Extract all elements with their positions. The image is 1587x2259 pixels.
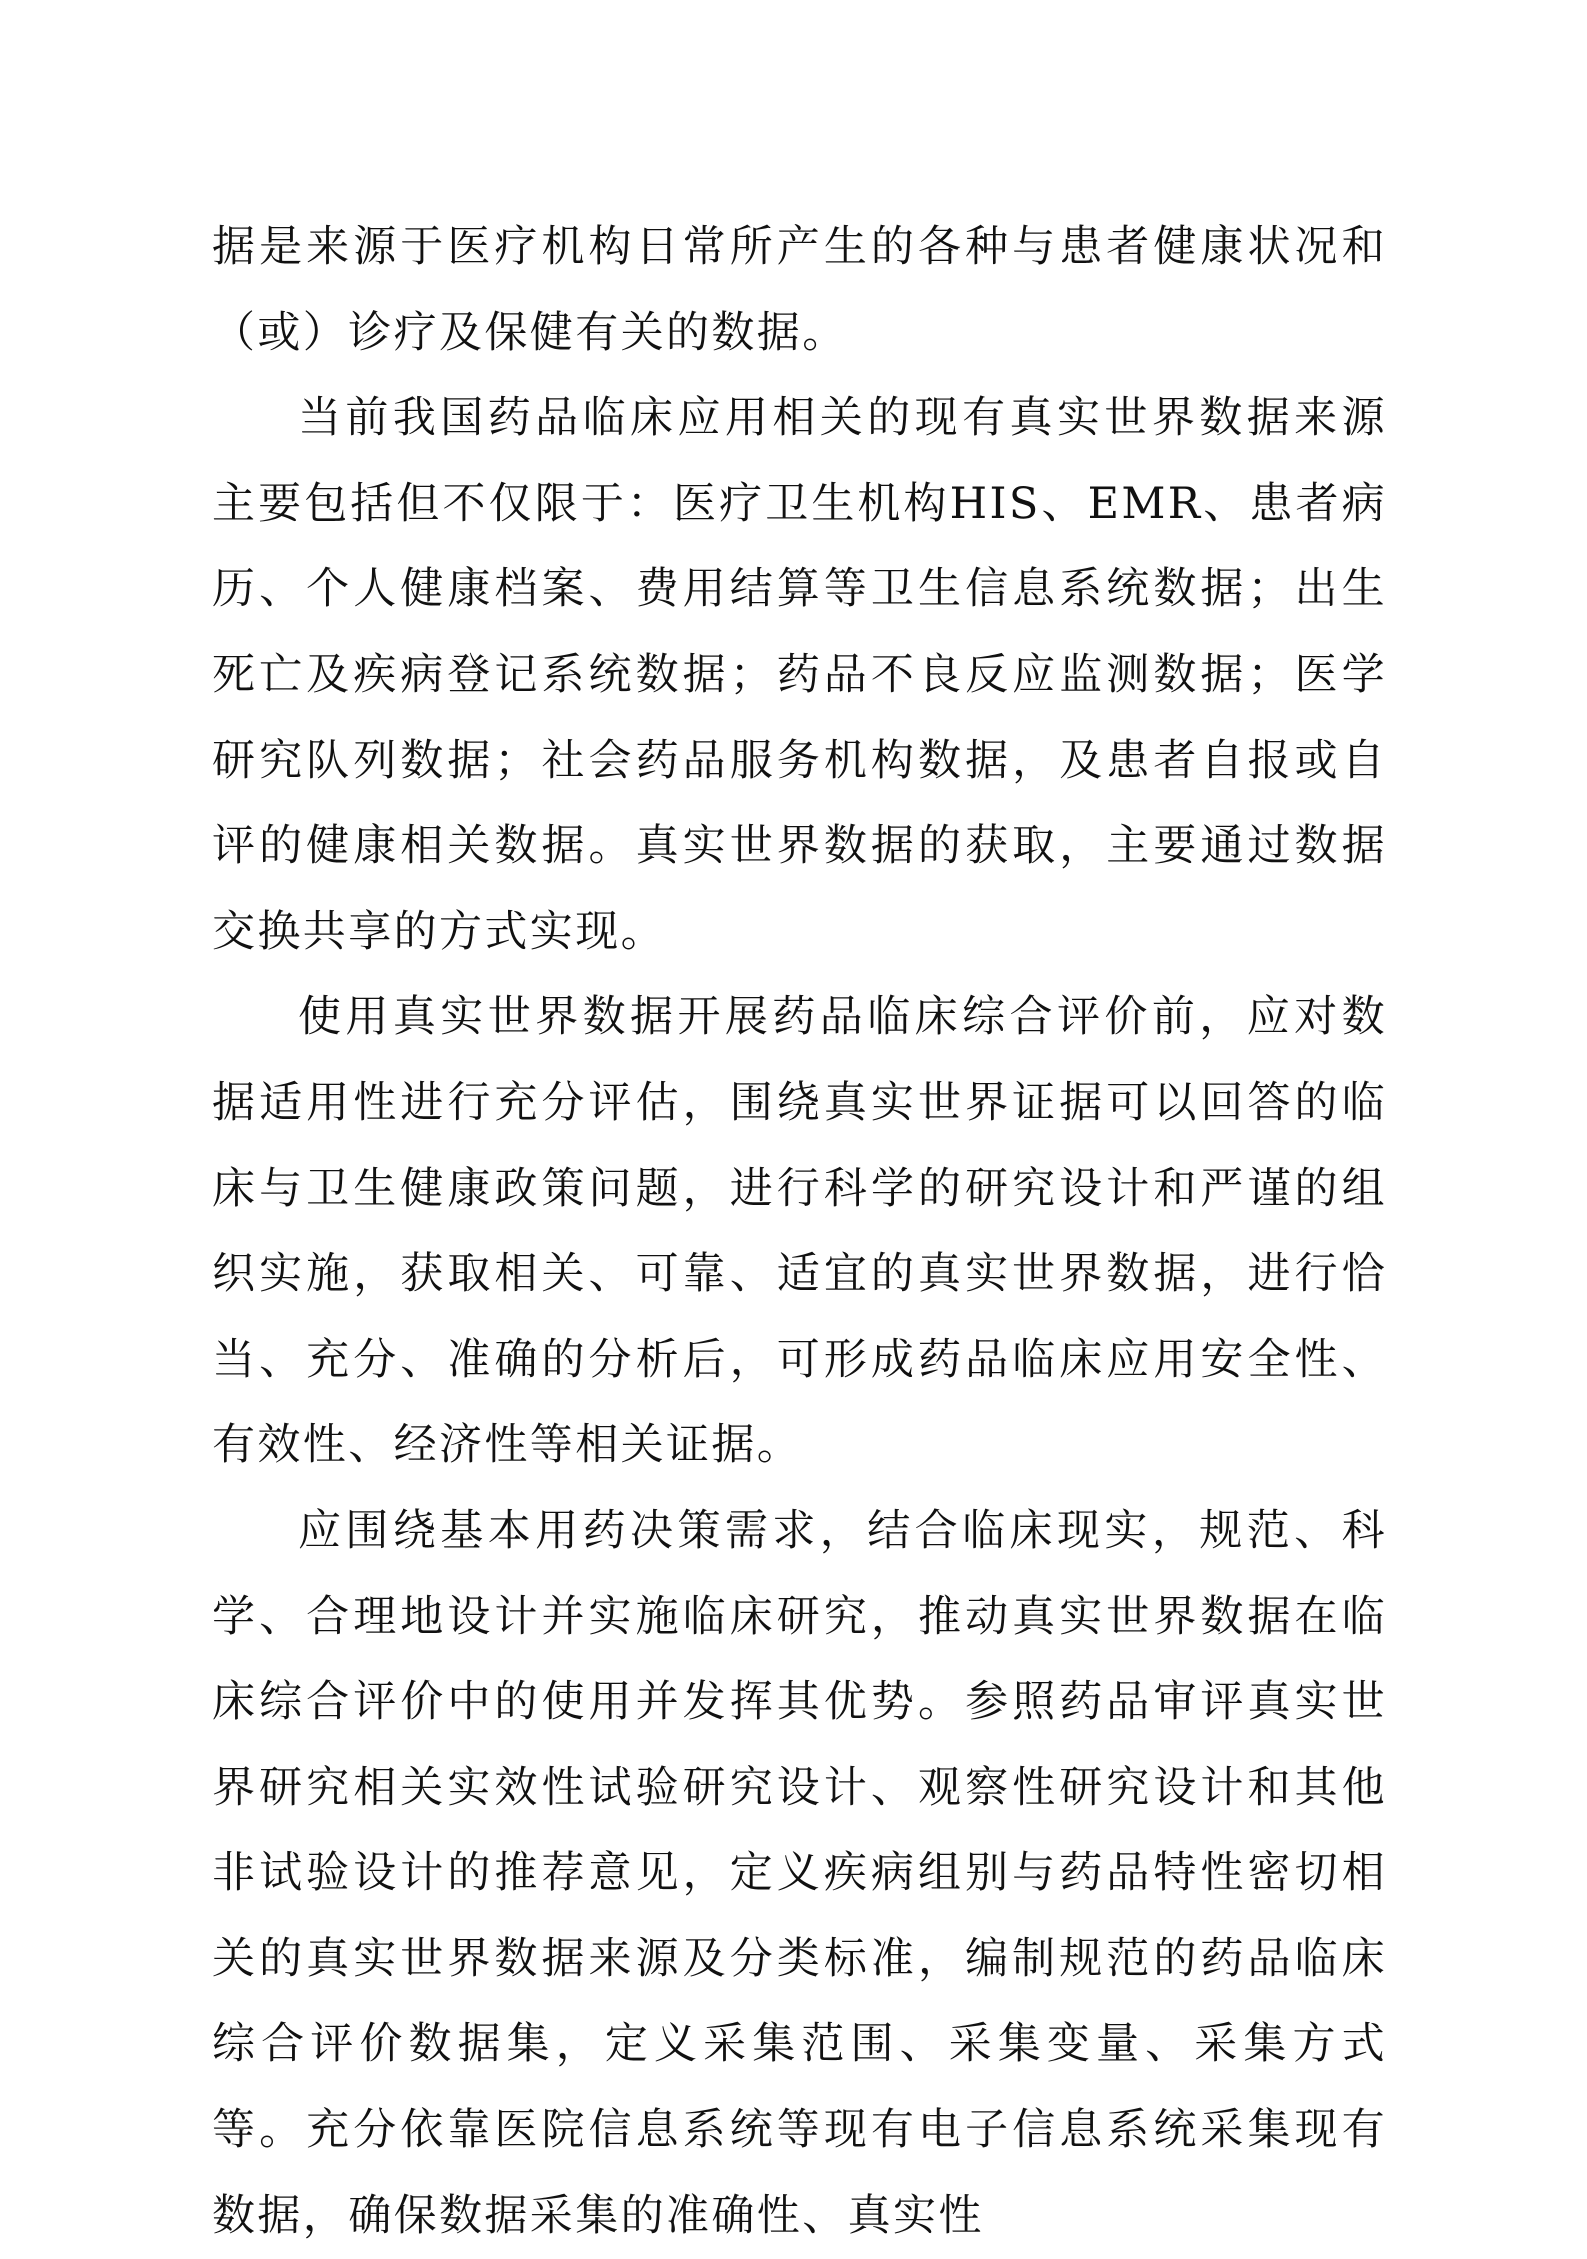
paragraph-data-applicability: 使用真实世界数据开展药品临床综合评价前，应对数据适用性进行充分评估，围绕真实世界证据可以回答的临床与卫生健康政策问题，进行科学的研究设计和严谨的组织实施，获取相关、可靠、适宜的真实世界数据，进行恰当、充分、准确的分析后，可形成药品临床应用安全性、有效性、经济性等相关证据。 (212, 992, 1387, 1471)
paragraph-continuation: 据是来源于医疗机构日常所产生的各种与患者健康状况和（或）诊疗及保健有关的数据。 (212, 222, 1387, 358)
paragraph-study-design: 应围绕基本用药决策需求，结合临床现实，规范、科学、合理地设计并实施临床研究，推动真实世界数据在临床综合评价中的使用并发挥其优势。参照药品审评真实世界研究相关实效性试验研究设计、观察性研究设计和其他非试验设计的推荐意见，定义疾病组别与药品特性密切相关的真实世界数据来源及分类标准，编制规范的药品临床综合评价数据集，定义采集范围、采集变量、采集方式等。充分依靠医院信息系统等现有电子信息系统采集现有数据，确保数据采集的准确性、真实性 (212, 1505, 1387, 2241)
document-body (212, 205, 1387, 2259)
paragraph-data-sources: 当前我国药品临床应用相关的现有真实世界数据来源主要包括但不仅限于：医疗卫生机构HIS、EMR、患者病历、个人健康档案、费用结算等卫生信息系统数据；出生死亡及疾病登记系统数据；药品不良反应监测数据；医学研究队列数据；社会药品服务机构数据，及患者自报或自评的健康相关数据。真实世界数据的获取，主要通过数据交换共享的方式实现。 (212, 393, 1387, 957)
